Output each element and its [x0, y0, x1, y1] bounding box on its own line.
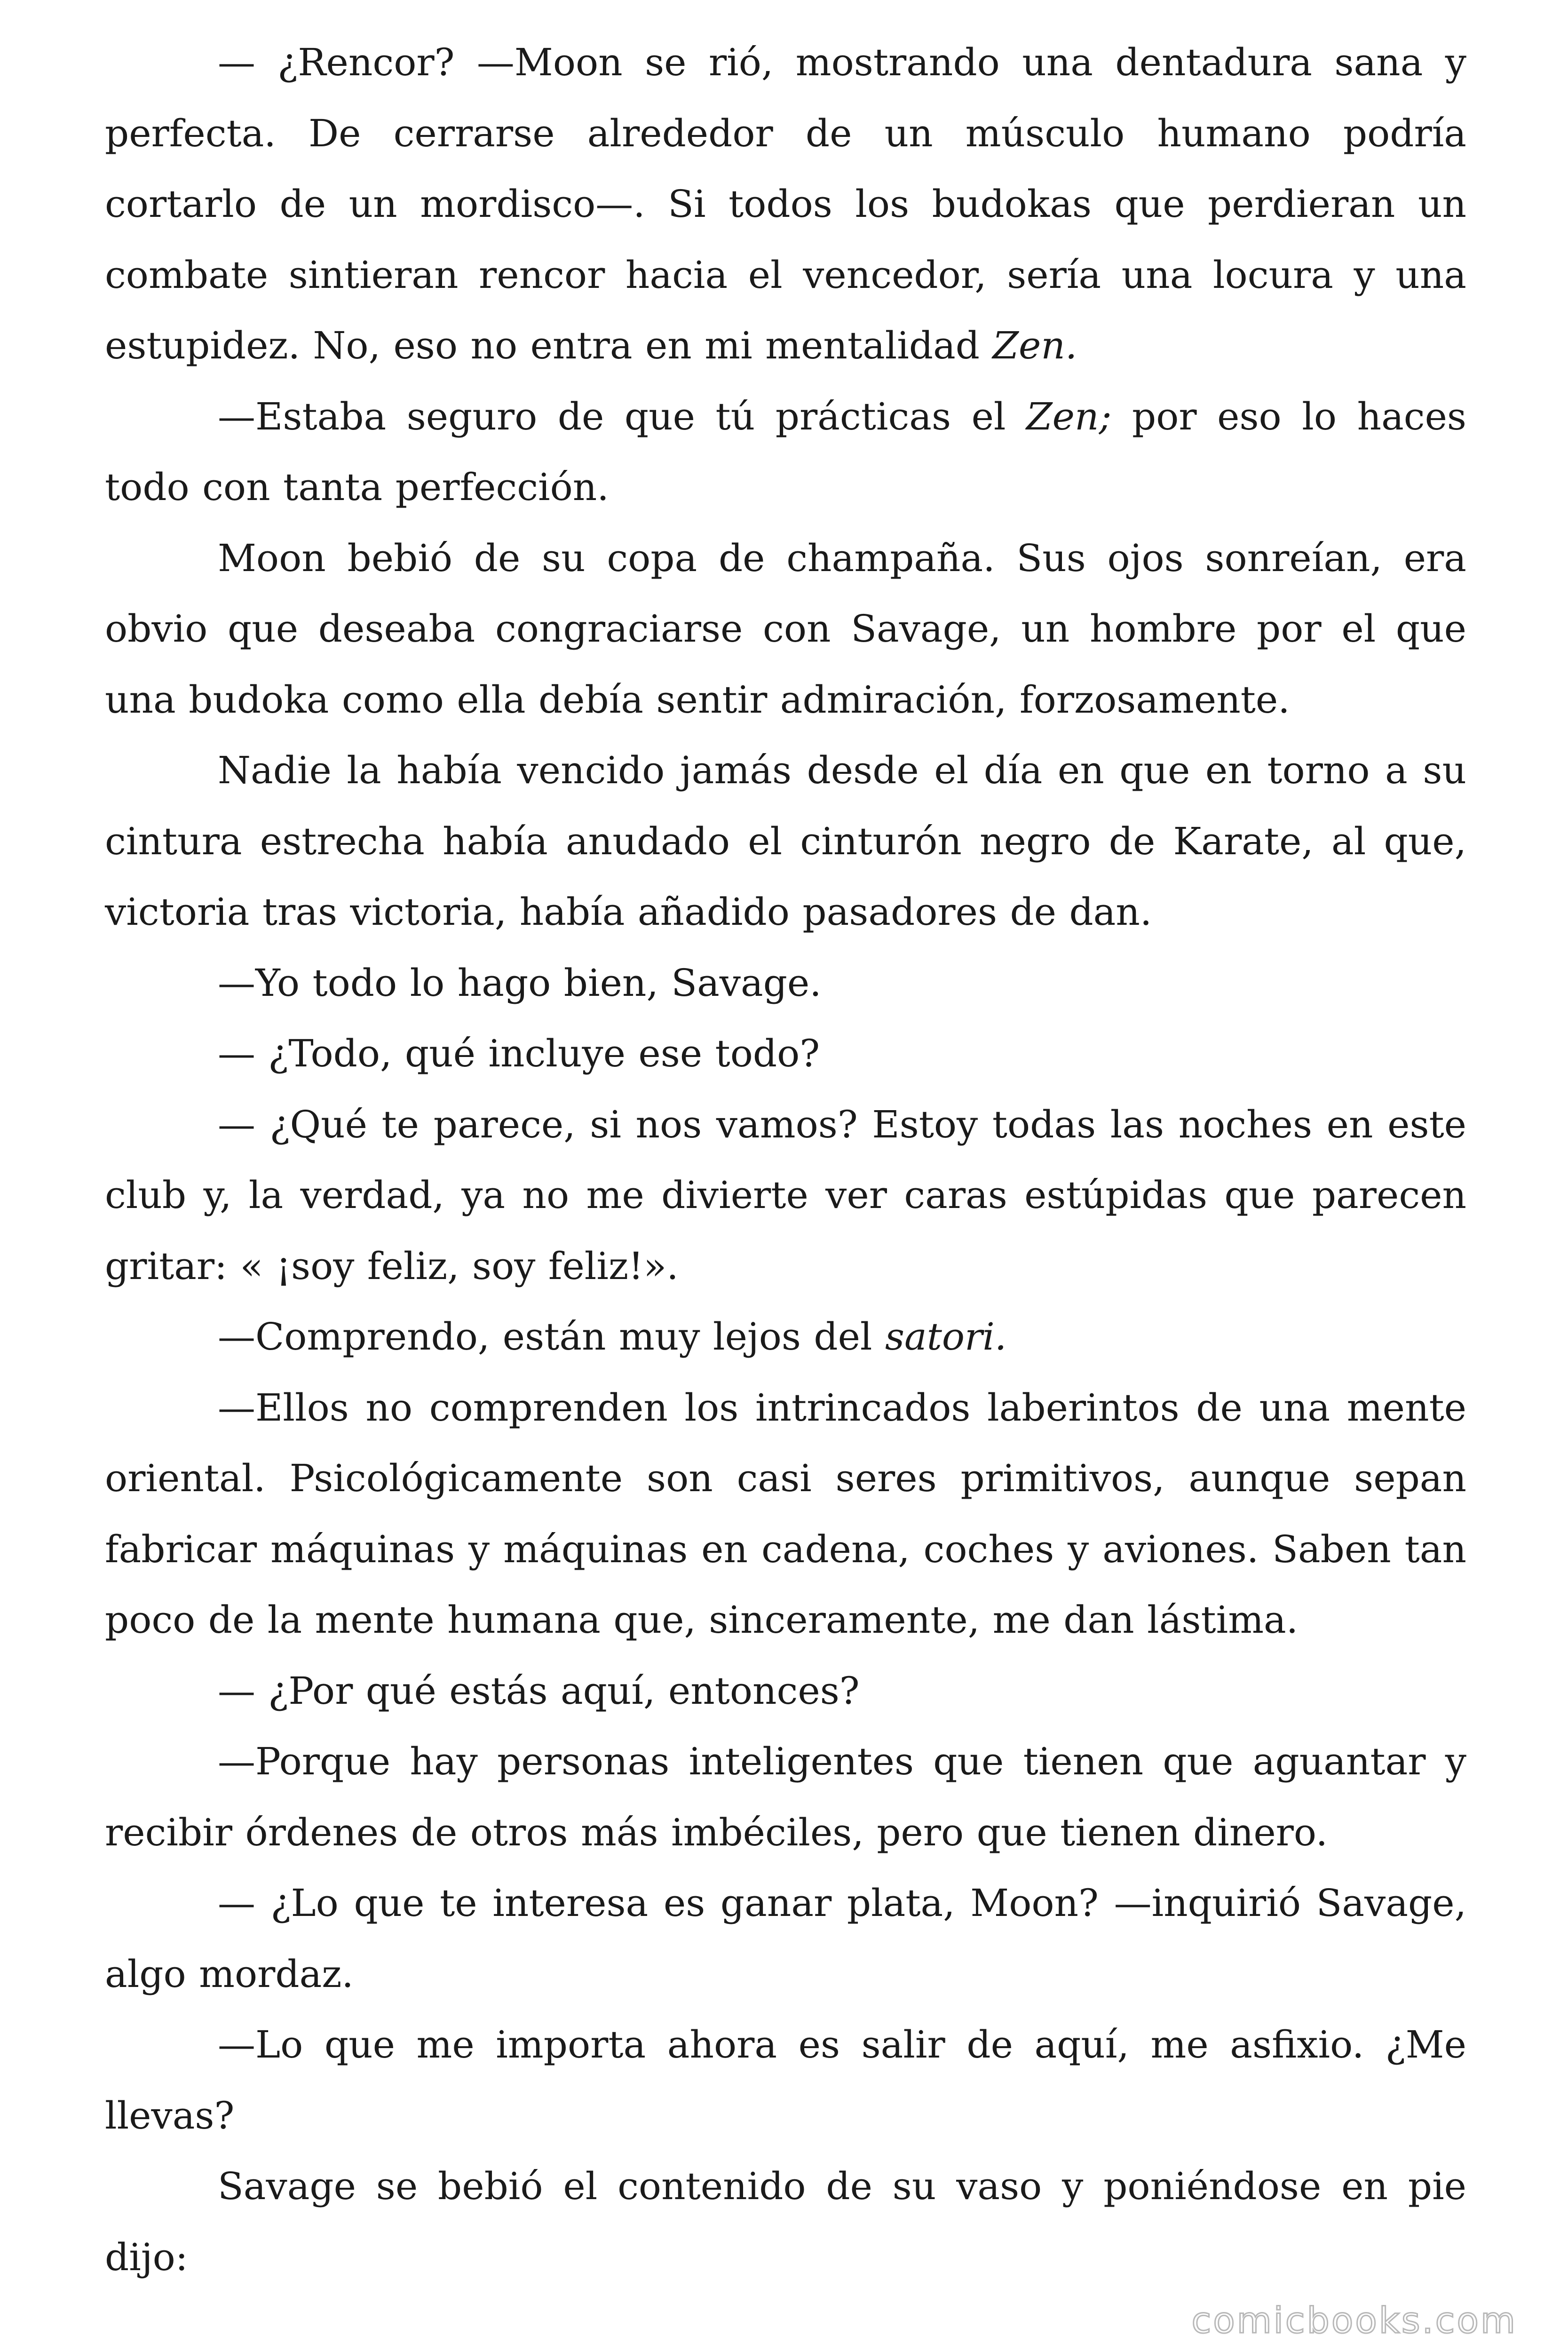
- watermark: comicbooks.com: [1191, 2299, 1517, 2341]
- text-run: —Ellos no comprenden los intrincados laberintos de una mente oriental. Psicológicamente son casi seres primitivos, aunque sepan fabricar máquinas y máquinas en cadena, coches y aviones. Saben tan poco de la mente humana que, sinceramente, me dan lástima.: [105, 1385, 1466, 1642]
- italic-text: satori.: [885, 1315, 1007, 1359]
- text-run: — ¿Por qué estás aquí, entonces?: [218, 1669, 860, 1713]
- paragraph: [105, 2151, 1466, 2293]
- paragraph: [105, 1868, 1466, 2010]
- text-run: Savage se bebió el contenido de su vaso y poniéndose en pie dijo:: [105, 2164, 1466, 2279]
- paragraph: [105, 735, 1466, 948]
- paragraph: [105, 1373, 1466, 1656]
- paragraph: [105, 2010, 1466, 2151]
- text-run: Nadie la había vencido jamás desde el día en que en torno a su cintura estrecha había anudado el cinturón negro de Karate, al que, victoria tras victoria, había añadido pasadores de dan.: [105, 748, 1466, 934]
- text-run: —Estaba seguro de que tú prácticas el: [218, 394, 1027, 438]
- paragraph: [105, 1302, 1466, 1373]
- text-run: — ¿Lo que te interesa es ganar plata, Moon? —inquirió Savage, algo mordaz.: [105, 1881, 1466, 1996]
- text-run: por eso lo haces todo con tanta perfección.: [105, 394, 1466, 509]
- text-run: —Yo todo lo hago bien, Savage.: [218, 961, 822, 1005]
- text-run: —Porque hay personas inteligentes que tienen que aguantar y recibir órdenes de otros más imbéciles, pero que tienen dinero.: [105, 1740, 1466, 1854]
- text-run: — ¿Rencor? —Moon se rió, mostrando una dentadura sana y perfecta. De cerrarse alrededor de un músculo humano podría cortarlo de un mordisco—. Si todos los budokas que perdieran un combate sintieran rencor hacia el vencedor, sería una locura y una estupidez. No, eso no entra en mi mentalidad: [105, 40, 1466, 367]
- paragraph: [105, 1726, 1466, 1868]
- italic-text: Zen.: [992, 324, 1077, 367]
- paragraph: [105, 1089, 1466, 1302]
- paragraph: [105, 27, 1466, 381]
- paragraph: [105, 948, 1466, 1019]
- page-text: [105, 27, 1466, 2293]
- text-run: Moon bebió de su copa de champaña. Sus ojos sonreían, era obvio que deseaba congraciarse con Savage, un hombre por el que una budoka como ella debía sentir admiración, forzosamente.: [105, 536, 1466, 722]
- text-run: — ¿Todo, qué incluye ese todo?: [218, 1032, 820, 1075]
- paragraph: [105, 1656, 1466, 1727]
- text-run: —Comprendo, están muy lejos del: [218, 1315, 885, 1359]
- text-run: — ¿Qué te parece, si nos vamos? Estoy todas las noches en este club y, la verdad, ya no me divierte ver caras estúpidas que parecen gritar: « ¡soy feliz, soy feliz!».: [105, 1102, 1466, 1288]
- text-run: —Lo que me importa ahora es salir de aquí, me asfixio. ¿Me llevas?: [105, 2023, 1466, 2137]
- italic-text: Zen;: [1026, 394, 1112, 438]
- paragraph: [105, 1018, 1466, 1089]
- paragraph: [105, 523, 1466, 736]
- paragraph: [105, 381, 1466, 523]
